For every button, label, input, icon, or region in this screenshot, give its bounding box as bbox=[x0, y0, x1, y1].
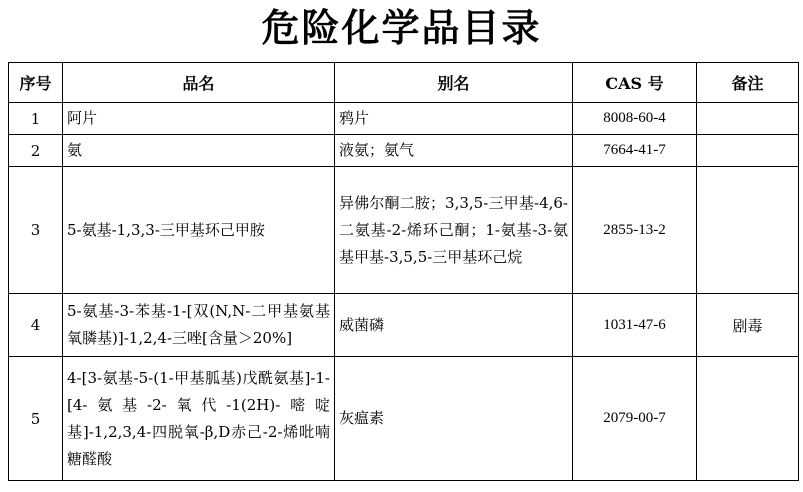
header-name: 品名 bbox=[63, 63, 335, 103]
cell-no: 2 bbox=[9, 135, 63, 167]
table-row bbox=[9, 135, 799, 167]
table-row bbox=[9, 167, 799, 294]
cell-alias: 异佛尔酮二胺；3,3,5-三甲基-4,6-二氨基-2-烯环己酮；1-氨基-3-氨基甲基-3,5,5-三甲基环己烷 bbox=[335, 167, 573, 294]
cell-no: 4 bbox=[9, 294, 63, 357]
header-note: 备注 bbox=[697, 63, 799, 103]
header-alias: 别名 bbox=[335, 63, 573, 103]
table-row bbox=[9, 294, 799, 357]
cell-alias: 威菌磷 bbox=[335, 294, 573, 357]
cell-note bbox=[697, 167, 799, 294]
cell-cas: 8008-60-4 bbox=[573, 103, 697, 135]
cell-name: 阿片 bbox=[63, 103, 335, 135]
header-cas: CAS 号 bbox=[573, 63, 697, 103]
table-header-row bbox=[9, 63, 799, 103]
cell-alias: 液氨；氨气 bbox=[335, 135, 573, 167]
cell-alias: 鸦片 bbox=[335, 103, 573, 135]
header-no: 序号 bbox=[9, 63, 63, 103]
table-row bbox=[9, 357, 799, 481]
cell-name: 氨 bbox=[63, 135, 335, 167]
cell-note bbox=[697, 103, 799, 135]
cell-note bbox=[697, 135, 799, 167]
cell-cas: 1031-47-6 bbox=[573, 294, 697, 357]
cell-cas: 2855-13-2 bbox=[573, 167, 697, 294]
cell-cas: 7664-41-7 bbox=[573, 135, 697, 167]
chemical-catalog-table bbox=[8, 62, 799, 481]
cell-name: 4-[3-氨基-5-(1-甲基胍基)戊酰氨基]-1-[4-氨基-2-氧代-1(2H)-嘧啶基]-1,2,3,4-四脱氧-β,D赤己-2-烯吡喃糖醛酸 bbox=[63, 357, 335, 481]
cell-no: 1 bbox=[9, 103, 63, 135]
cell-alias: 灰瘟素 bbox=[335, 357, 573, 481]
cell-note: 剧毒 bbox=[697, 294, 799, 357]
cell-name: 5-氨基-1,3,3-三甲基环己甲胺 bbox=[63, 167, 335, 294]
cell-note bbox=[697, 357, 799, 481]
cell-no: 5 bbox=[9, 357, 63, 481]
cell-cas: 2079-00-7 bbox=[573, 357, 697, 481]
cell-no: 3 bbox=[9, 167, 63, 294]
document-title: 危险化学品目录 bbox=[261, 5, 542, 50]
table-row bbox=[9, 103, 799, 135]
cell-name: 5-氨基-3-苯基-1-[双(N,N-二甲基氨基氧膦基)]-1,2,4-三唑[含量＞20%] bbox=[63, 294, 335, 357]
